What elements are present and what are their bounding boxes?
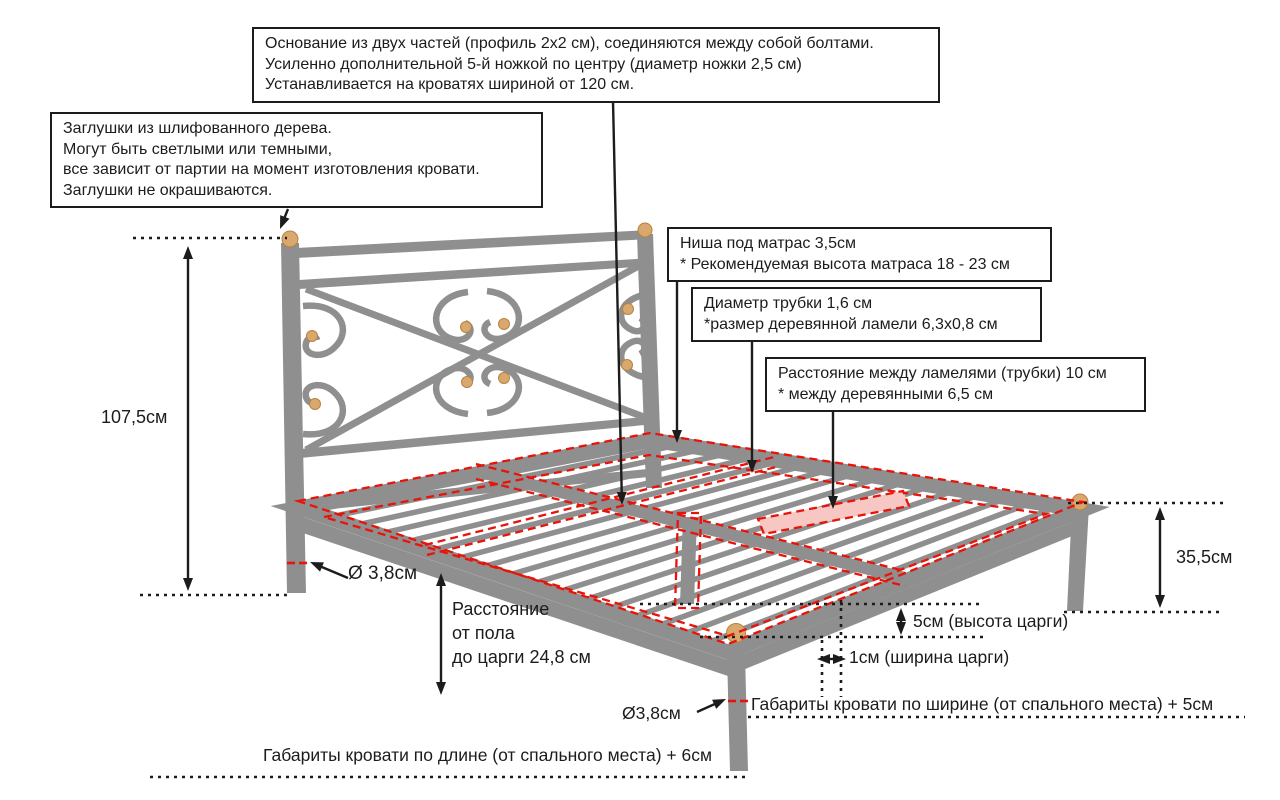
- dim-label-rail-width: 1см (ширина царги): [849, 647, 1010, 667]
- callout-line: *размер деревянной ламели 6,3х0,8 см: [704, 315, 998, 333]
- dim-line: Расстояние: [452, 599, 550, 619]
- callout-line: Ниша под матрас 3,5см: [680, 235, 857, 252]
- callout-base-frame: [252, 27, 940, 103]
- callout-wood-caps: [50, 112, 543, 208]
- callout-line: все зависит от партии на момент изготовления кровати.: [63, 161, 480, 178]
- callout-line: Основание из двух частей (профиль 2х2 см), соединяются между собой болтами.: [265, 35, 874, 52]
- callout-line: Заглушки из шлифованного дерева.: [63, 120, 332, 137]
- dim-label-leg-diameter-head: Ø 3,8см: [348, 563, 418, 584]
- callout-line: * Рекомендуемая высота матраса 18 - 23 см: [680, 255, 1010, 273]
- dim-label-footboard-height: 35,5см: [1176, 547, 1233, 567]
- dim-label-leg-diameter-foot: Ø3,8см: [622, 703, 681, 723]
- callout-line: Усиленно дополнительной 5-й ножкой по центру (диаметр ножки 2,5 см): [265, 55, 802, 73]
- dim-label-rail-height: 5см (высота царги): [913, 611, 1069, 631]
- dim-line: до царги 24,8 см: [452, 647, 591, 667]
- callout-line: Диаметр трубки 1,6 см: [704, 295, 873, 312]
- callout-line: Расстояние между ламелями (трубки) 10 см: [778, 365, 1107, 382]
- callout-line: Устанавливается на кроватях шириной от 120 см.: [265, 76, 635, 93]
- callout-slat-spacing: [765, 357, 1146, 412]
- headboard-scrolls: [303, 291, 650, 434]
- callout-line: Заглушки не окрашиваются.: [63, 181, 273, 199]
- dim-label-headboard-height: 107,5см: [101, 407, 168, 427]
- dim-label-overall-width: Габариты кровати по ширине (от спального места) + 5см: [751, 694, 1214, 714]
- callout-line: * между деревянными 6,5 см: [778, 385, 994, 403]
- callout-tube-diameter: [691, 287, 1042, 342]
- dim-label-floor-to-rail: [452, 597, 591, 669]
- callout-mattress-niche: [667, 227, 1052, 282]
- callout-line: Могут быть светлыми или темными,: [63, 140, 333, 158]
- dim-line: от пола: [452, 623, 515, 643]
- dim-label-overall-length: Габариты кровати по длине (от спального места) + 6см: [263, 745, 712, 765]
